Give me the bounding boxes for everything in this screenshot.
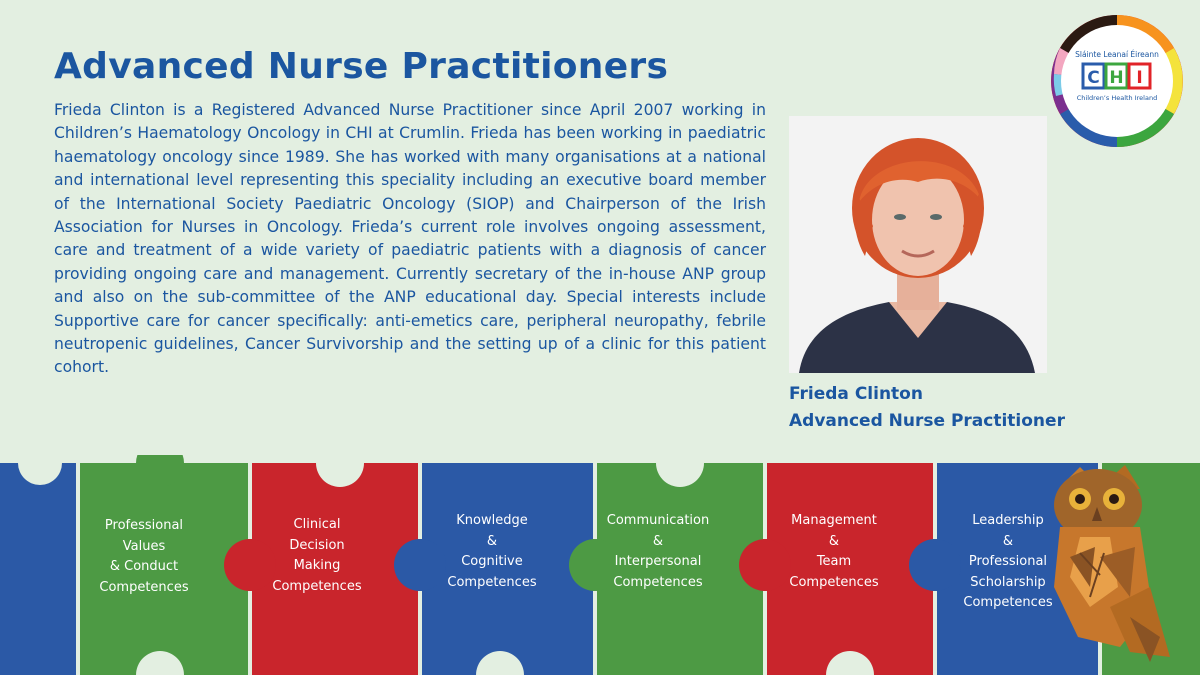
competence-line: Cognitive: [461, 554, 523, 569]
competence-line: Leadership: [972, 513, 1044, 528]
competence-knowledge-cognitive: [440, 511, 544, 593]
competence-line: Management: [791, 513, 877, 528]
portrait-photo: [789, 116, 1047, 373]
person-name: Frieda Clinton: [789, 384, 923, 404]
competence-management-team: [782, 511, 886, 593]
competence-line: &: [1002, 533, 1014, 549]
logo-letter-c: C: [1087, 68, 1100, 88]
photo-caption: [789, 381, 1065, 435]
person-role: Advanced Nurse Practitioner: [789, 411, 1065, 431]
competence-line: Competences: [99, 579, 189, 595]
competence-line: Interpersonal: [614, 554, 702, 569]
competence-line: Scholarship: [970, 574, 1046, 590]
competence-line: Professional: [104, 518, 184, 533]
competence-line: &: [828, 533, 840, 549]
competence-line: &: [486, 533, 498, 549]
logo-top-text: Sláinte Leanaí Éireann: [1075, 50, 1159, 59]
competence-line: Professional: [968, 554, 1048, 569]
competence-line: Making: [293, 558, 341, 573]
competence-line: & Conduct: [109, 559, 179, 574]
competence-clinical-decision: [265, 515, 369, 597]
competence-line: Decision: [289, 537, 345, 553]
competence-line: Competences: [963, 595, 1053, 610]
competence-professional-values: [92, 516, 196, 598]
page-title: Advanced Nurse Practitioners: [54, 46, 669, 87]
competence-line: Competences: [613, 574, 703, 590]
logo-letter-h: H: [1109, 68, 1124, 88]
competence-leadership-scholarship: [956, 511, 1060, 614]
competences-puzzle: [0, 455, 1200, 675]
competence-line: Values: [122, 538, 166, 554]
biography-text: Frieda Clinton is a Registered Advanced Nurse Practitioner since April 2007 working in Children’s Haematology Oncology in CHI at Crumlin. Frieda has been working in paediatric haematology oncology since 1989. She has worked with many organisations at a national and international level representing this speciality including an executive board member of the International Society Paediatric Oncology (SIOP) and Chairperson of the Irish Association for Nurses in Oncology. Frieda’s current role involves ongoing assessment, care and treatment of a wide variety of paediatric patients with a diagnosis of cancer providing ongoing care and management. Currently secretary of the in-house ANP group and also on the sub-committee of the ANP educational day. Special interests include Supportive care for cancer specifically: anti-emetics care, peripheral neuropathy, febrile neutropenic guidelines, Cancer Survivorship and the setting up of a clinic for this patient cohort.: [54, 101, 766, 377]
competence-line: Competences: [789, 574, 879, 590]
competence-line: Team: [816, 554, 852, 569]
competence-line: Clinical: [293, 517, 341, 532]
competence-line: &: [652, 533, 664, 549]
logo-bottom-text: Children’s Health Ireland: [1076, 94, 1158, 102]
chi-logo: [1050, 14, 1184, 148]
competence-line: Competences: [272, 578, 362, 594]
competence-line: Communication: [606, 513, 710, 528]
logo-letter-i: I: [1136, 68, 1143, 88]
owl-illustration: [1040, 457, 1180, 667]
competence-line: Competences: [447, 574, 537, 590]
competence-communication-interpersonal: [598, 511, 718, 593]
competence-line: Knowledge: [456, 513, 528, 528]
